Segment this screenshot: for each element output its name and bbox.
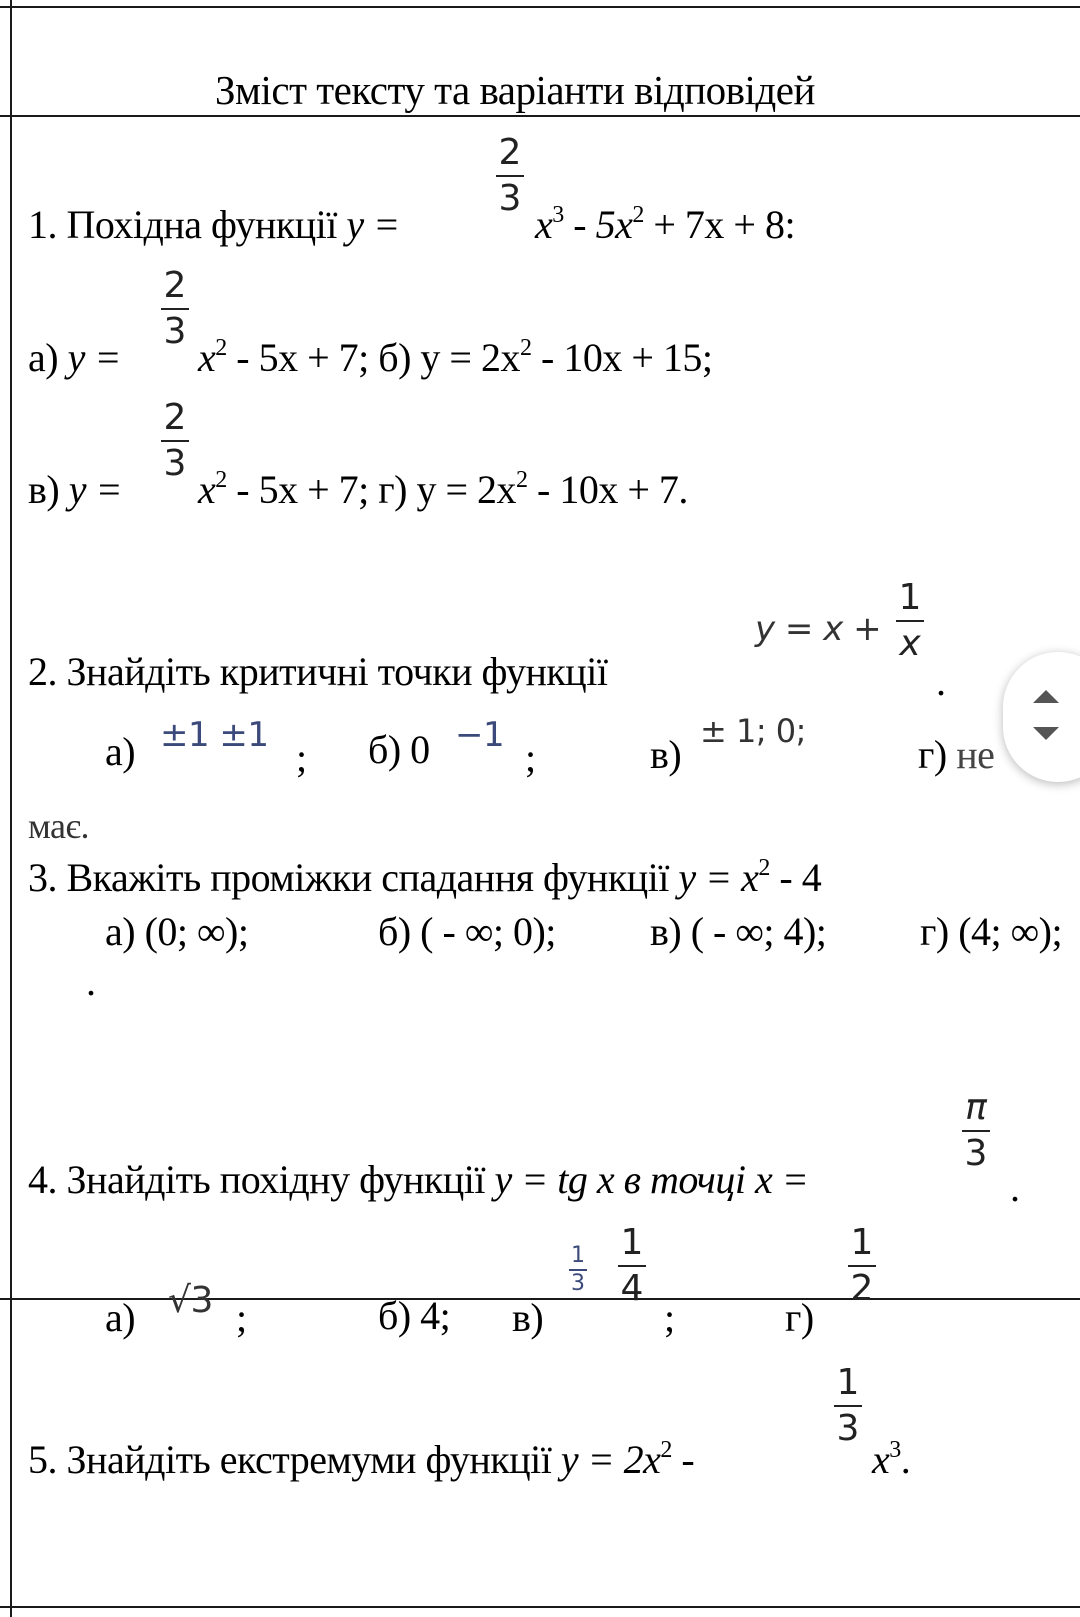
scroll-page-button[interactable] — [1003, 652, 1080, 782]
q4-answer-d: г) — [785, 1295, 814, 1340]
q2-answer-a-value: ±1 ±1 — [160, 715, 269, 755]
q2-answer-b: б) 0 — [368, 727, 430, 772]
q3-stray-dot: . — [86, 959, 96, 1004]
q2-answer-d: г) не — [918, 732, 995, 777]
q4-answer-a-value: √3 — [168, 1280, 213, 1321]
q1-answer-c-label: в) y = — [28, 467, 122, 512]
q4-dot: . — [1010, 1165, 1020, 1210]
question-2: 2. Знайдіть критичні точки функції — [28, 649, 608, 694]
q4-answer-c: в) — [512, 1295, 544, 1340]
question-1: 1. Похідна функції y = — [28, 202, 400, 247]
question-5: 5. Знайдіть екстремуми функції $y = 2x^2$ - — [28, 1437, 695, 1482]
q2-formula: y = x + — [755, 609, 882, 649]
scroll-down-icon[interactable] — [1033, 727, 1059, 740]
q3-answer-b: б) ( - ∞; 0); — [378, 909, 556, 954]
q2-answer-a-sep: ; — [296, 735, 307, 780]
q1-answer-ab: $x^2 - 5x + 7$; б) $y = 2x^2 - 10x + 15$; — [198, 335, 713, 380]
q5-formula-end: $x^3$. — [872, 1437, 911, 1482]
q4-answer-c-sep: ; — [664, 1295, 675, 1340]
q1-answer-a-fraction: 2 3 — [155, 268, 195, 350]
q2-continuation: має. — [28, 806, 89, 846]
q4-answer-a-sep: ; — [236, 1295, 247, 1340]
q2-answer-a: а) — [105, 729, 136, 774]
q4-fraction: π 3 — [956, 1090, 996, 1172]
question-3: 3. Вкажіть проміжки спадання функції $y = x^2 - 4$ — [28, 855, 822, 900]
q4-answer-c-small-fraction: 1 3 — [571, 1243, 585, 1296]
table-top-border — [0, 6, 1080, 8]
q4-answer-b: б) 4; — [378, 1293, 451, 1338]
q3-answer-c: в) ( - ∞; 4); — [650, 909, 827, 954]
q2-answer-c: в) — [650, 732, 682, 777]
q1-answer-a-label: а) y = — [28, 335, 121, 380]
q2-answer-b-value: −1 — [455, 715, 505, 755]
page-title: Зміст тексту та варіанти відповідей — [215, 67, 815, 113]
q2-answer-c-value: ± 1; 0; — [700, 712, 806, 750]
q1-fraction: 2 3 — [490, 135, 530, 217]
q4-answer-a: а) — [105, 1295, 136, 1340]
q1-formula: $x^3 - 5x^2 + 7x + 8$: — [535, 202, 796, 247]
q3-answer-d: г) (4; ∞); — [920, 909, 1063, 954]
q1-answer-cd: $x^2 - 5x + 7$; г) $y = 2x^2 - 10x + 7$. — [198, 467, 688, 512]
q2-answer-b-sep: ; — [525, 735, 536, 780]
q3-answer-a: а) (0; ∞); — [105, 909, 249, 954]
table-bottom-border — [0, 1606, 1080, 1608]
q5-fraction: 1 3 — [828, 1365, 868, 1447]
header-divider — [0, 115, 1080, 117]
q2-fraction: 1 x — [890, 580, 930, 662]
q1-answer-c-fraction: 2 3 — [155, 400, 195, 482]
table-left-border — [10, 0, 12, 1617]
q4-answer-d-fraction: 1 2 — [842, 1225, 882, 1307]
q4-answer-c-fraction: 1 4 — [612, 1225, 652, 1307]
q2-dot: . — [936, 659, 946, 704]
question-4: 4. Знайдіть похідну функції y = tg x в точці x = — [28, 1157, 809, 1202]
scroll-up-icon[interactable] — [1033, 690, 1059, 703]
